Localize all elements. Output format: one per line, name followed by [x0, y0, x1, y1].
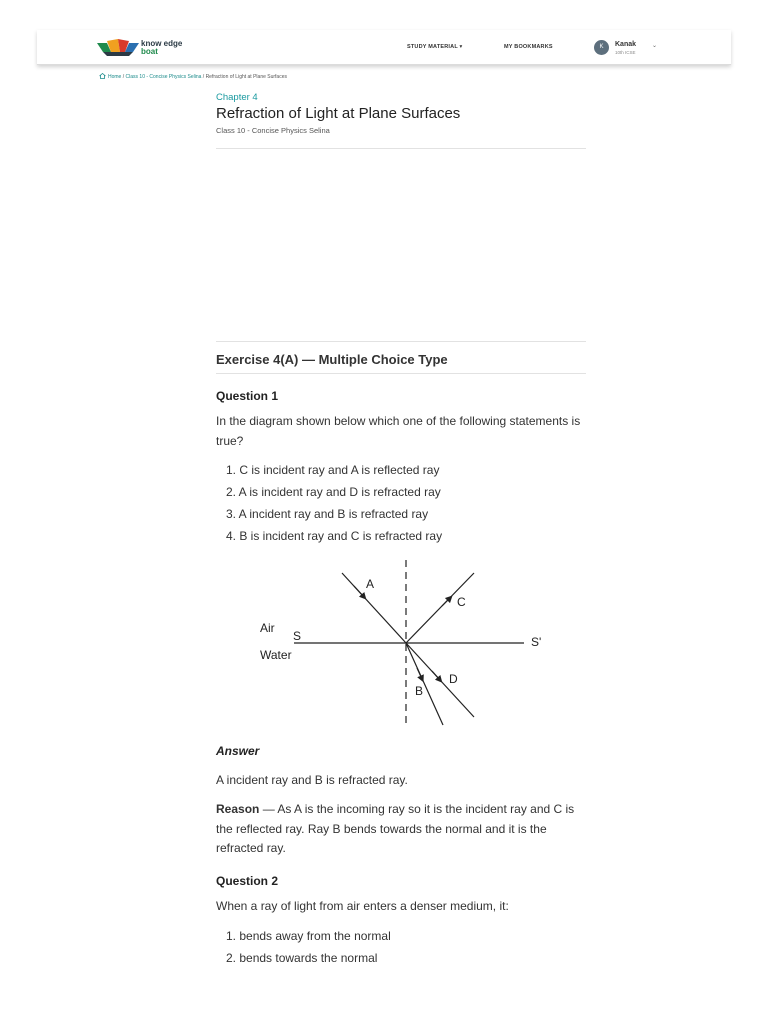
question-1-options [226, 459, 442, 547]
nav-my-bookmarks[interactable]: MY BOOKMARKS [504, 44, 553, 50]
answer-label: Answer [216, 744, 260, 758]
avatar[interactable]: K [594, 40, 609, 55]
page-subtitle: Class 10 - Concise Physics Selina [216, 126, 330, 135]
chevron-down-icon[interactable]: ⌄ [652, 43, 658, 49]
knowledgeboat-logo[interactable] [97, 39, 192, 57]
divider [216, 373, 586, 374]
chapter-label: Chapter 4 [216, 92, 258, 103]
answer-text: A incident ray and B is refracted ray. [216, 773, 408, 787]
reason-label: Reason [216, 802, 260, 816]
boat-logo-icon [97, 39, 139, 57]
divider [216, 341, 586, 342]
reason-body: — As A is the incoming ray so it is the incident ray and C is the reflected ray. Ray B bends towards the normal and it is the refracted ray. [216, 802, 575, 855]
question-2-text: When a ray of light from air enters a denser medium, it: [216, 899, 509, 913]
list-item: 1. bends away from the normal [226, 929, 391, 943]
divider [216, 148, 586, 149]
breadcrumb-separator: / [121, 74, 126, 80]
refraction-diagram [250, 555, 550, 730]
breadcrumb-separator: / [201, 74, 206, 80]
exercise-heading: Exercise 4(A) — Multiple Choice Type [216, 352, 448, 367]
question-1-text: In the diagram shown below which one of the following statements is true? [216, 414, 581, 448]
breadcrumb [99, 73, 287, 81]
user-class: 10th ICSE [615, 50, 636, 55]
logo-wordmark: know edge boat [141, 39, 183, 56]
breadcrumb-current: Refraction of Light at Plane Surfaces [205, 74, 287, 80]
top-navigation-bar [37, 30, 731, 65]
reason-text [216, 800, 588, 859]
list-item: 1. C is incident ray and A is reflected ray [226, 463, 440, 477]
breadcrumb-home[interactable]: Home [108, 74, 122, 80]
breadcrumb-class[interactable]: Class 10 - Concise Physics Selina [125, 74, 202, 80]
ray-b [406, 643, 443, 725]
list-item: 4. B is incident ray and C is refracted ray [226, 529, 443, 543]
label-b: B [415, 684, 424, 698]
ray-d-arrow [432, 671, 440, 680]
list-item: 2. A is incident ray and D is refracted ray [226, 485, 441, 499]
label-c: C [457, 595, 466, 609]
label-air: Air [260, 621, 275, 635]
question-2-title: Question 2 [216, 874, 279, 888]
list-item: 2. bends towards the normal [226, 951, 378, 965]
ray-b-arrow [417, 668, 422, 679]
user-name[interactable]: Kanak [615, 41, 637, 48]
question-2-options [226, 925, 391, 969]
ray-a-arrow [354, 586, 364, 597]
question-1-title: Question 1 [216, 389, 279, 403]
label-a: A [366, 577, 375, 591]
home-icon[interactable] [99, 73, 106, 81]
label-s: S [293, 629, 302, 643]
label-water: Water [260, 648, 292, 662]
page-title: Refraction of Light at Plane Surfaces [216, 105, 461, 122]
nav-study-material[interactable]: STUDY MATERIAL ▾ [407, 44, 463, 50]
ray-c-arrow [442, 598, 450, 606]
list-item: 3. A incident ray and B is refracted ray [226, 507, 429, 521]
label-d: D [449, 672, 458, 686]
label-s-prime: S' [531, 635, 542, 649]
